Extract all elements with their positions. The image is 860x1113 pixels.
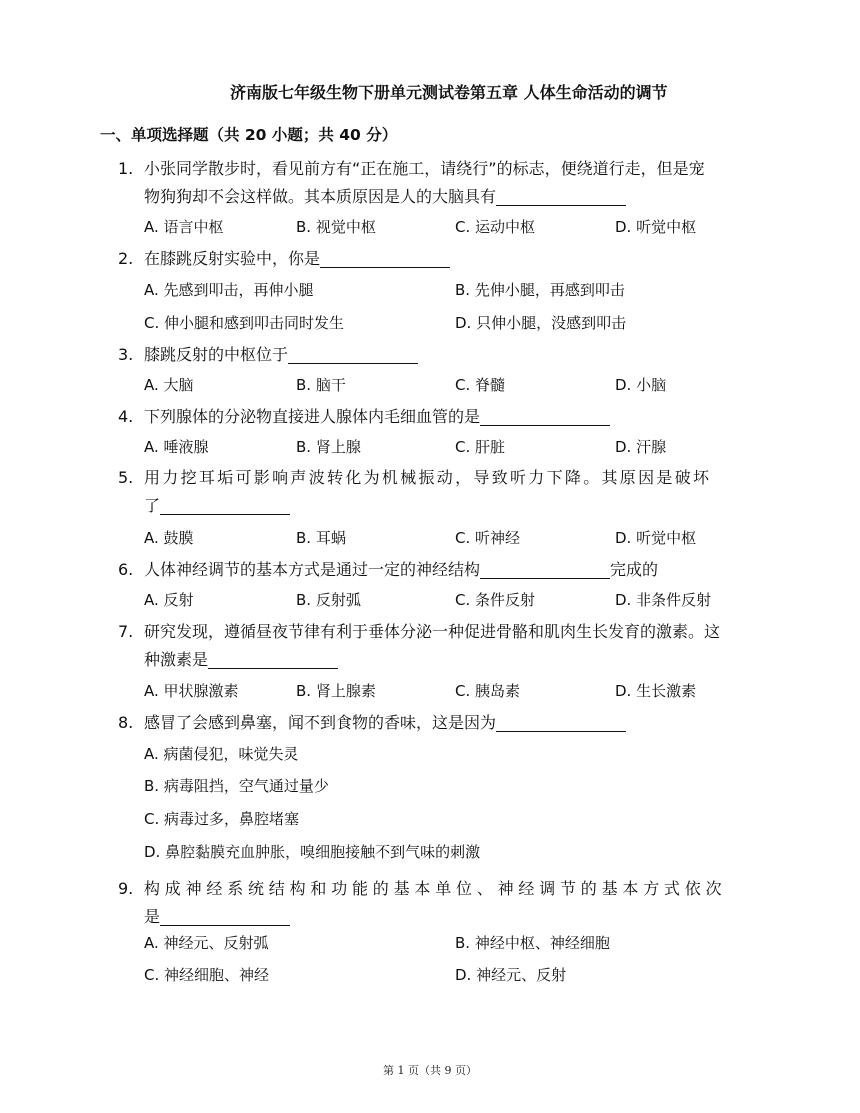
option-c: C. 伸小腿和感到叩击同时发生 — [144, 314, 345, 332]
question-number: 8. — [118, 713, 134, 732]
option-a: A. 神经元、反射弧 — [144, 934, 269, 952]
question-text: 膝跳反射的中枢位于 — [144, 345, 289, 364]
answer-blank — [480, 560, 610, 579]
option-a: A. 语言中枢 — [144, 218, 224, 236]
page-footer: 第 1 页（共 9 页） — [383, 1064, 477, 1077]
option-c: C. 听神经 — [455, 529, 521, 547]
option-b: B. 反射弧 — [296, 591, 361, 609]
option-b: B. 肾上腺 — [296, 438, 361, 456]
option-a: A. 甲状腺激素 — [144, 682, 239, 700]
question-text: 研究发现，遵循昼夜节律有利于垂体分泌一种促进骨骼和肌肉生长发育的激素。这 — [144, 622, 721, 641]
question-text-cont: 种激素是 — [144, 650, 209, 669]
option-a: A. 大脑 — [144, 376, 194, 394]
question-text: 下列腺体的分泌物直接进人腺体内毛细血管的是 — [144, 407, 481, 426]
section-heading: 一、单项选择题（共 20 小题；共 40 分） — [100, 126, 398, 144]
option-b: B. 先伸小腿，再感到叩击 — [455, 281, 625, 299]
option-c: C. 胰岛素 — [455, 682, 521, 700]
option-d: D. 生长激素 — [615, 682, 697, 700]
question-text: 用力挖耳垢可影响声波转化为机械振动，导致听力下降。其原因是破坏 — [144, 468, 712, 487]
question-text: 感冒了会感到鼻塞，闻不到食物的香味，这是因为 — [144, 713, 497, 732]
option-d: D. 鼻腔黏膜充血肿胀，嗅细胞接触不到气味的刺激 — [144, 843, 481, 861]
answer-blank — [288, 345, 418, 364]
option-c: C. 肝脏 — [455, 438, 506, 456]
question-text: 在膝跳反射实验中，你是 — [144, 249, 321, 268]
question-text: 人体神经调节的基本方式是通过一定的神经结构 — [144, 560, 481, 579]
option-d: D. 听觉中枢 — [615, 529, 697, 547]
option-b: B. 视觉中枢 — [296, 218, 376, 236]
question-number: 4. — [118, 407, 134, 426]
option-c: C. 条件反射 — [455, 591, 536, 609]
option-b: B. 脑干 — [296, 376, 346, 394]
option-a: A. 反射 — [144, 591, 194, 609]
option-d: D. 汗腺 — [615, 438, 667, 456]
question-number: 5. — [118, 468, 134, 487]
option-a: A. 唾液腺 — [144, 438, 209, 456]
question-number: 9. — [118, 879, 134, 898]
question-text-cont: 了 — [144, 496, 161, 515]
question-number: 6. — [118, 560, 134, 579]
answer-blank — [480, 407, 610, 426]
answer-blank — [320, 249, 450, 268]
option-d: D. 非条件反射 — [615, 591, 712, 609]
option-a: A. 鼓膜 — [144, 529, 194, 547]
option-d: D. 只伸小腿，没感到叩击 — [455, 314, 627, 332]
question-number: 3. — [118, 345, 134, 364]
question-text-after: 完成的 — [610, 560, 659, 579]
question-number: 2. — [118, 249, 134, 268]
answer-blank — [160, 907, 290, 926]
question-text-cont: 物狗狗却不会这样做。其本质原因是人的大脑具有 — [144, 187, 497, 206]
answer-blank — [496, 187, 626, 206]
answer-blank — [160, 496, 290, 515]
question-text-cont: 是 — [144, 907, 161, 926]
option-d: D. 小脑 — [615, 376, 667, 394]
option-d: D. 神经元、反射 — [455, 966, 567, 984]
answer-blank — [496, 713, 626, 732]
answer-blank — [208, 650, 338, 669]
option-b: B. 肾上腺素 — [296, 682, 376, 700]
option-a: A. 病菌侵犯，味觉失灵 — [144, 745, 299, 763]
option-c: C. 运动中枢 — [455, 218, 536, 236]
page-title: 济南版七年级生物下册单元测试卷第五章 人体生命活动的调节 — [230, 83, 668, 102]
option-b: B. 神经中枢、神经细胞 — [455, 934, 610, 952]
option-a: A. 先感到叩击，再伸小腿 — [144, 281, 314, 299]
option-d: D. 听觉中枢 — [615, 218, 697, 236]
option-b: B. 耳蜗 — [296, 529, 346, 547]
question-number: 1. — [118, 159, 134, 178]
question-number: 7. — [118, 622, 134, 641]
question-text: 小张同学散步时，看见前方有“正在施工，请绕行”的标志，便绕道行走，但是宠 — [144, 159, 705, 178]
option-c: C. 神经细胞、神经 — [144, 966, 270, 984]
option-c: C. 脊髓 — [455, 376, 506, 394]
option-c: C. 病毒过多，鼻腔堵塞 — [144, 810, 300, 828]
option-b: B. 病毒阻挡，空气通过量少 — [144, 777, 329, 795]
question-text: 构成神经系统结构和功能的基本单位、神经调节的基本方式依次 — [144, 879, 727, 898]
